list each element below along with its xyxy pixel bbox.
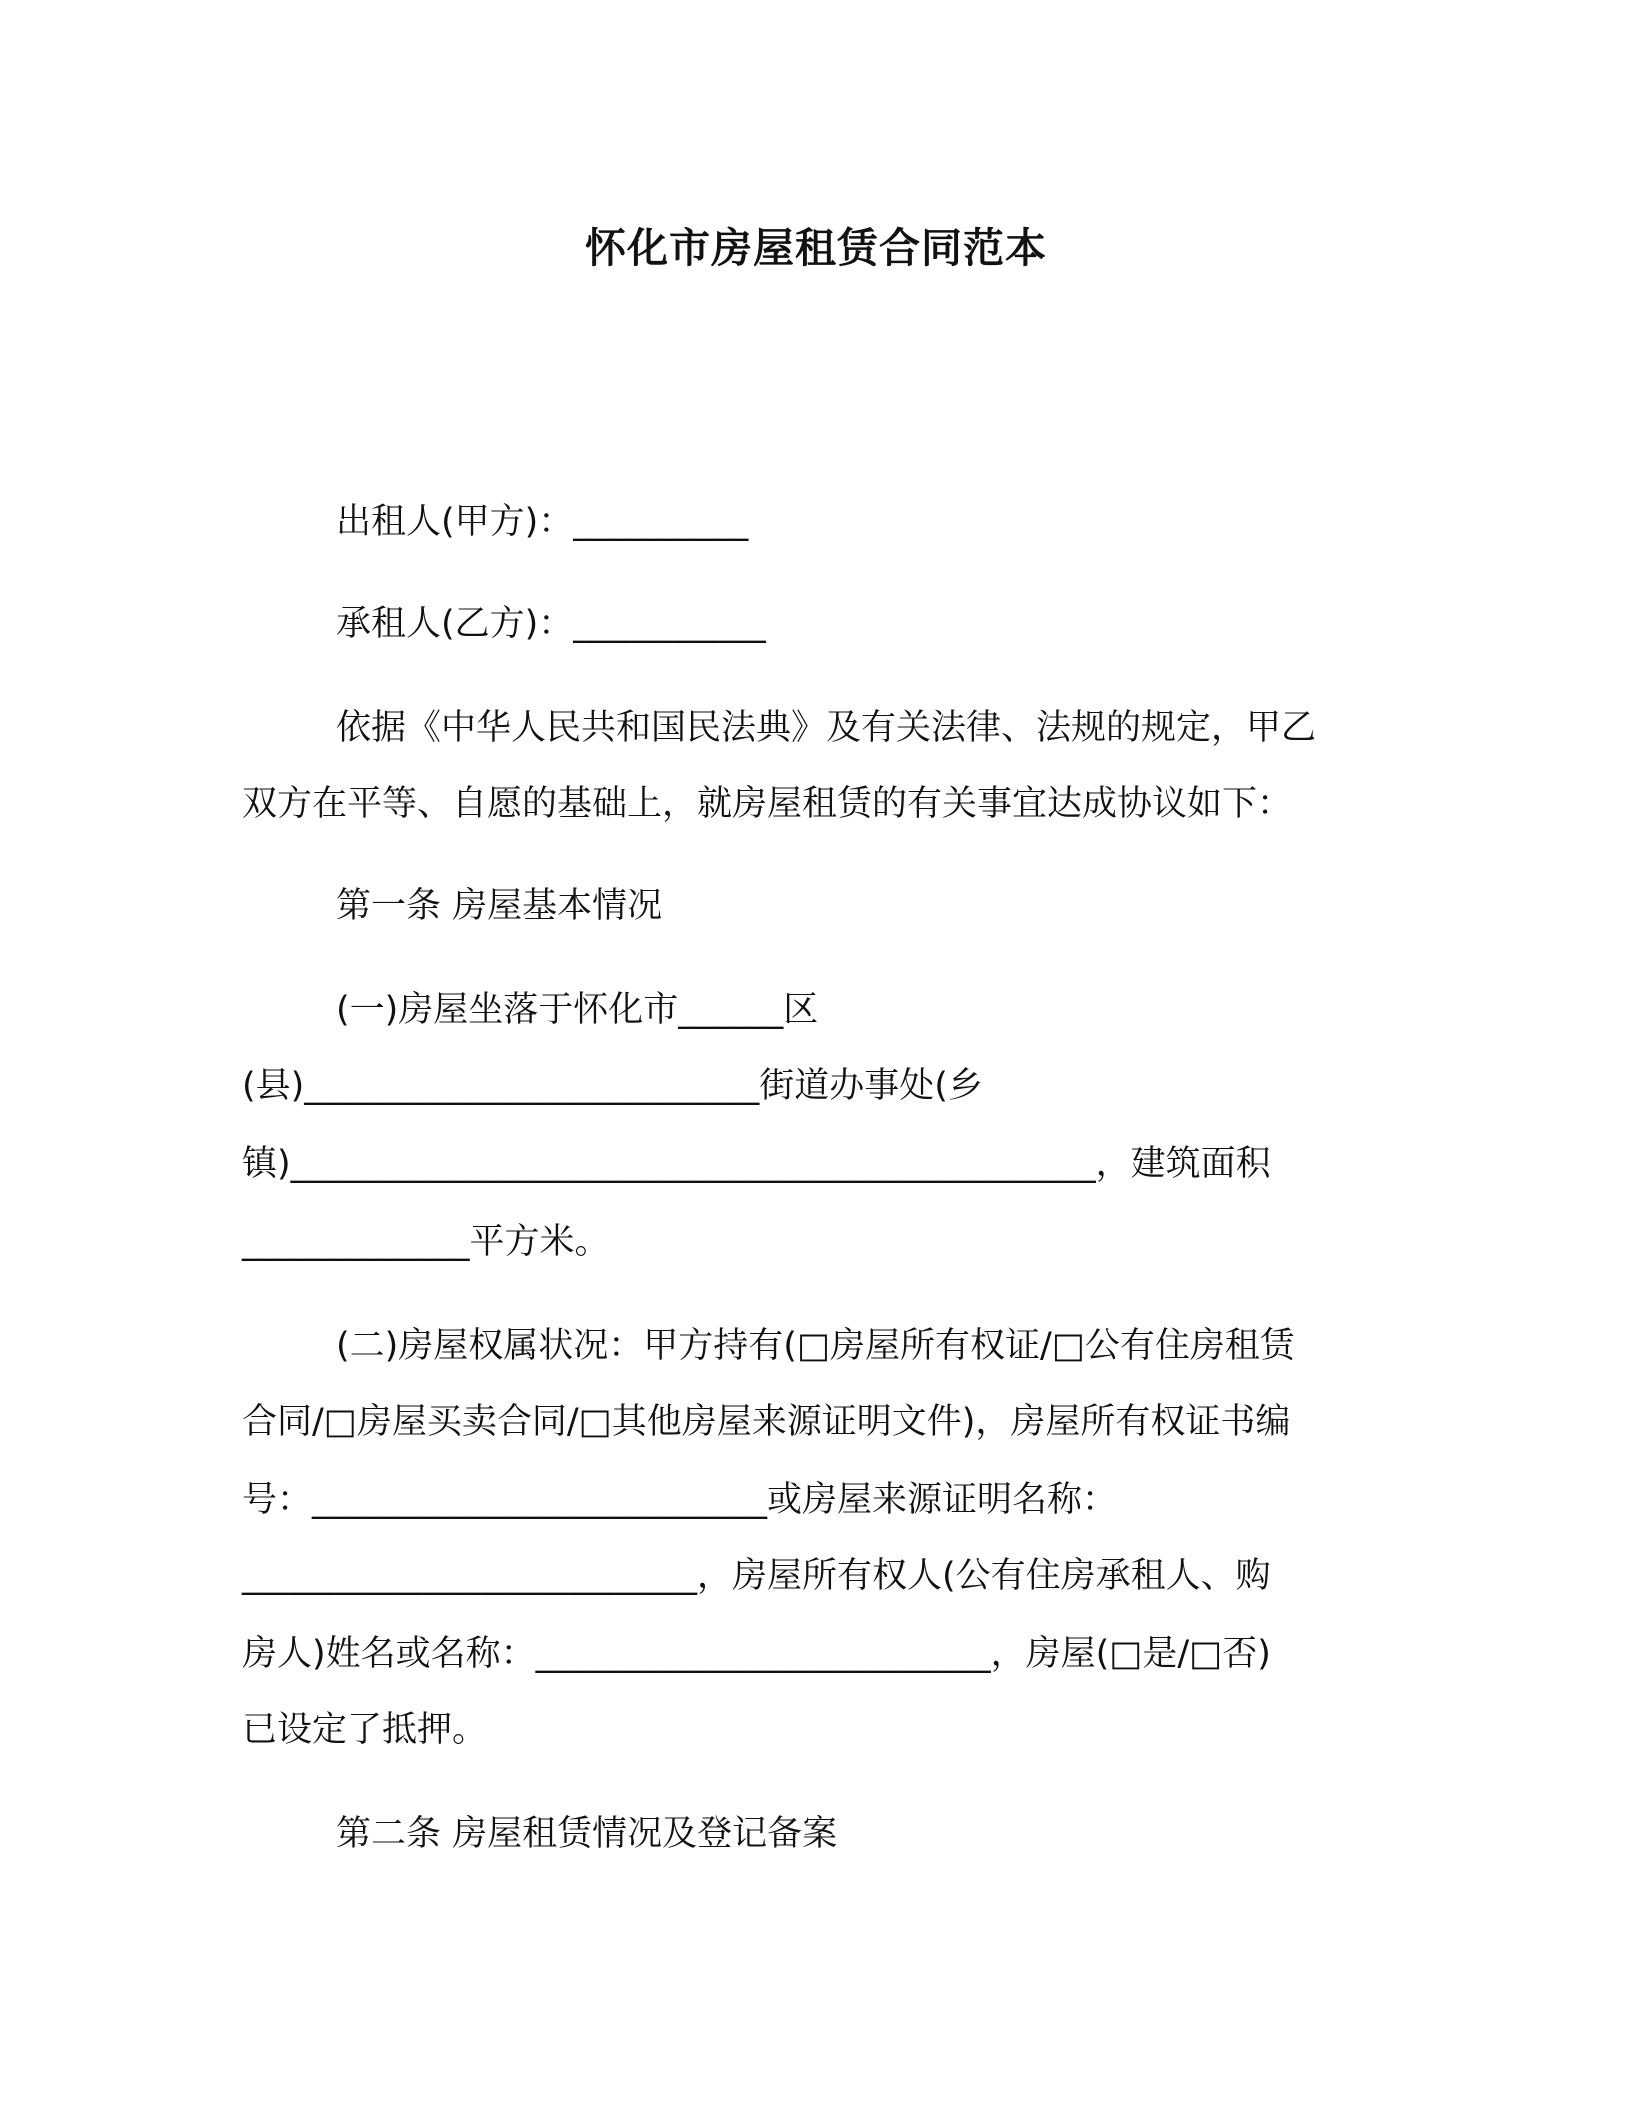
clause-1-2-line-5: 房人)姓名或名称：__________________________，房屋(□是/□否) xyxy=(242,1634,1271,1674)
clause-1-2-line-6: 已设定了抵押。 xyxy=(242,1710,488,1750)
preamble-line-1: 依据《中华人民共和国民法典》及有关法律、法规的规定，甲乙 xyxy=(336,708,1317,748)
clause-1-2-line-3: 号：__________________________或房屋来源证明名称： xyxy=(242,1480,1118,1520)
clause-1-1-line-3: 镇)______________________________________________，建筑面积 xyxy=(242,1144,1271,1184)
lessee-line: 承租人(乙方)：___________ xyxy=(336,604,766,644)
clause-1-1-line-4: _____________平方米。 xyxy=(242,1222,610,1262)
clause-1-2-line-4: __________________________，房屋所有权人(公有住房承租人、购 xyxy=(242,1556,1271,1596)
clause-1-2-line-1: (二)房屋权属状况：甲方持有(□房屋所有权证/□公有住房租赁 xyxy=(336,1326,1295,1366)
lessor-line: 出租人(甲方)：__________ xyxy=(336,502,749,542)
clause-1-1-line-1: (一)房屋坐落于怀化市______区 xyxy=(336,990,819,1030)
document-title: 怀化市房屋租赁合同范本 xyxy=(585,224,1047,272)
preamble-line-2: 双方在平等、自愿的基础上，就房屋租赁的有关事宜达成协议如下： xyxy=(242,784,1293,824)
article-2-heading: 第二条 房屋租赁情况及登记备案 xyxy=(336,1814,838,1854)
clause-1-1-line-2: (县)__________________________街道办事处(乡 xyxy=(242,1066,983,1106)
article-1-heading: 第一条 房屋基本情况 xyxy=(336,886,663,926)
clause-1-2-line-2: 合同/□房屋买卖合同/□其他房屋来源证明文件)，房屋所有权证书编 xyxy=(242,1402,1291,1442)
